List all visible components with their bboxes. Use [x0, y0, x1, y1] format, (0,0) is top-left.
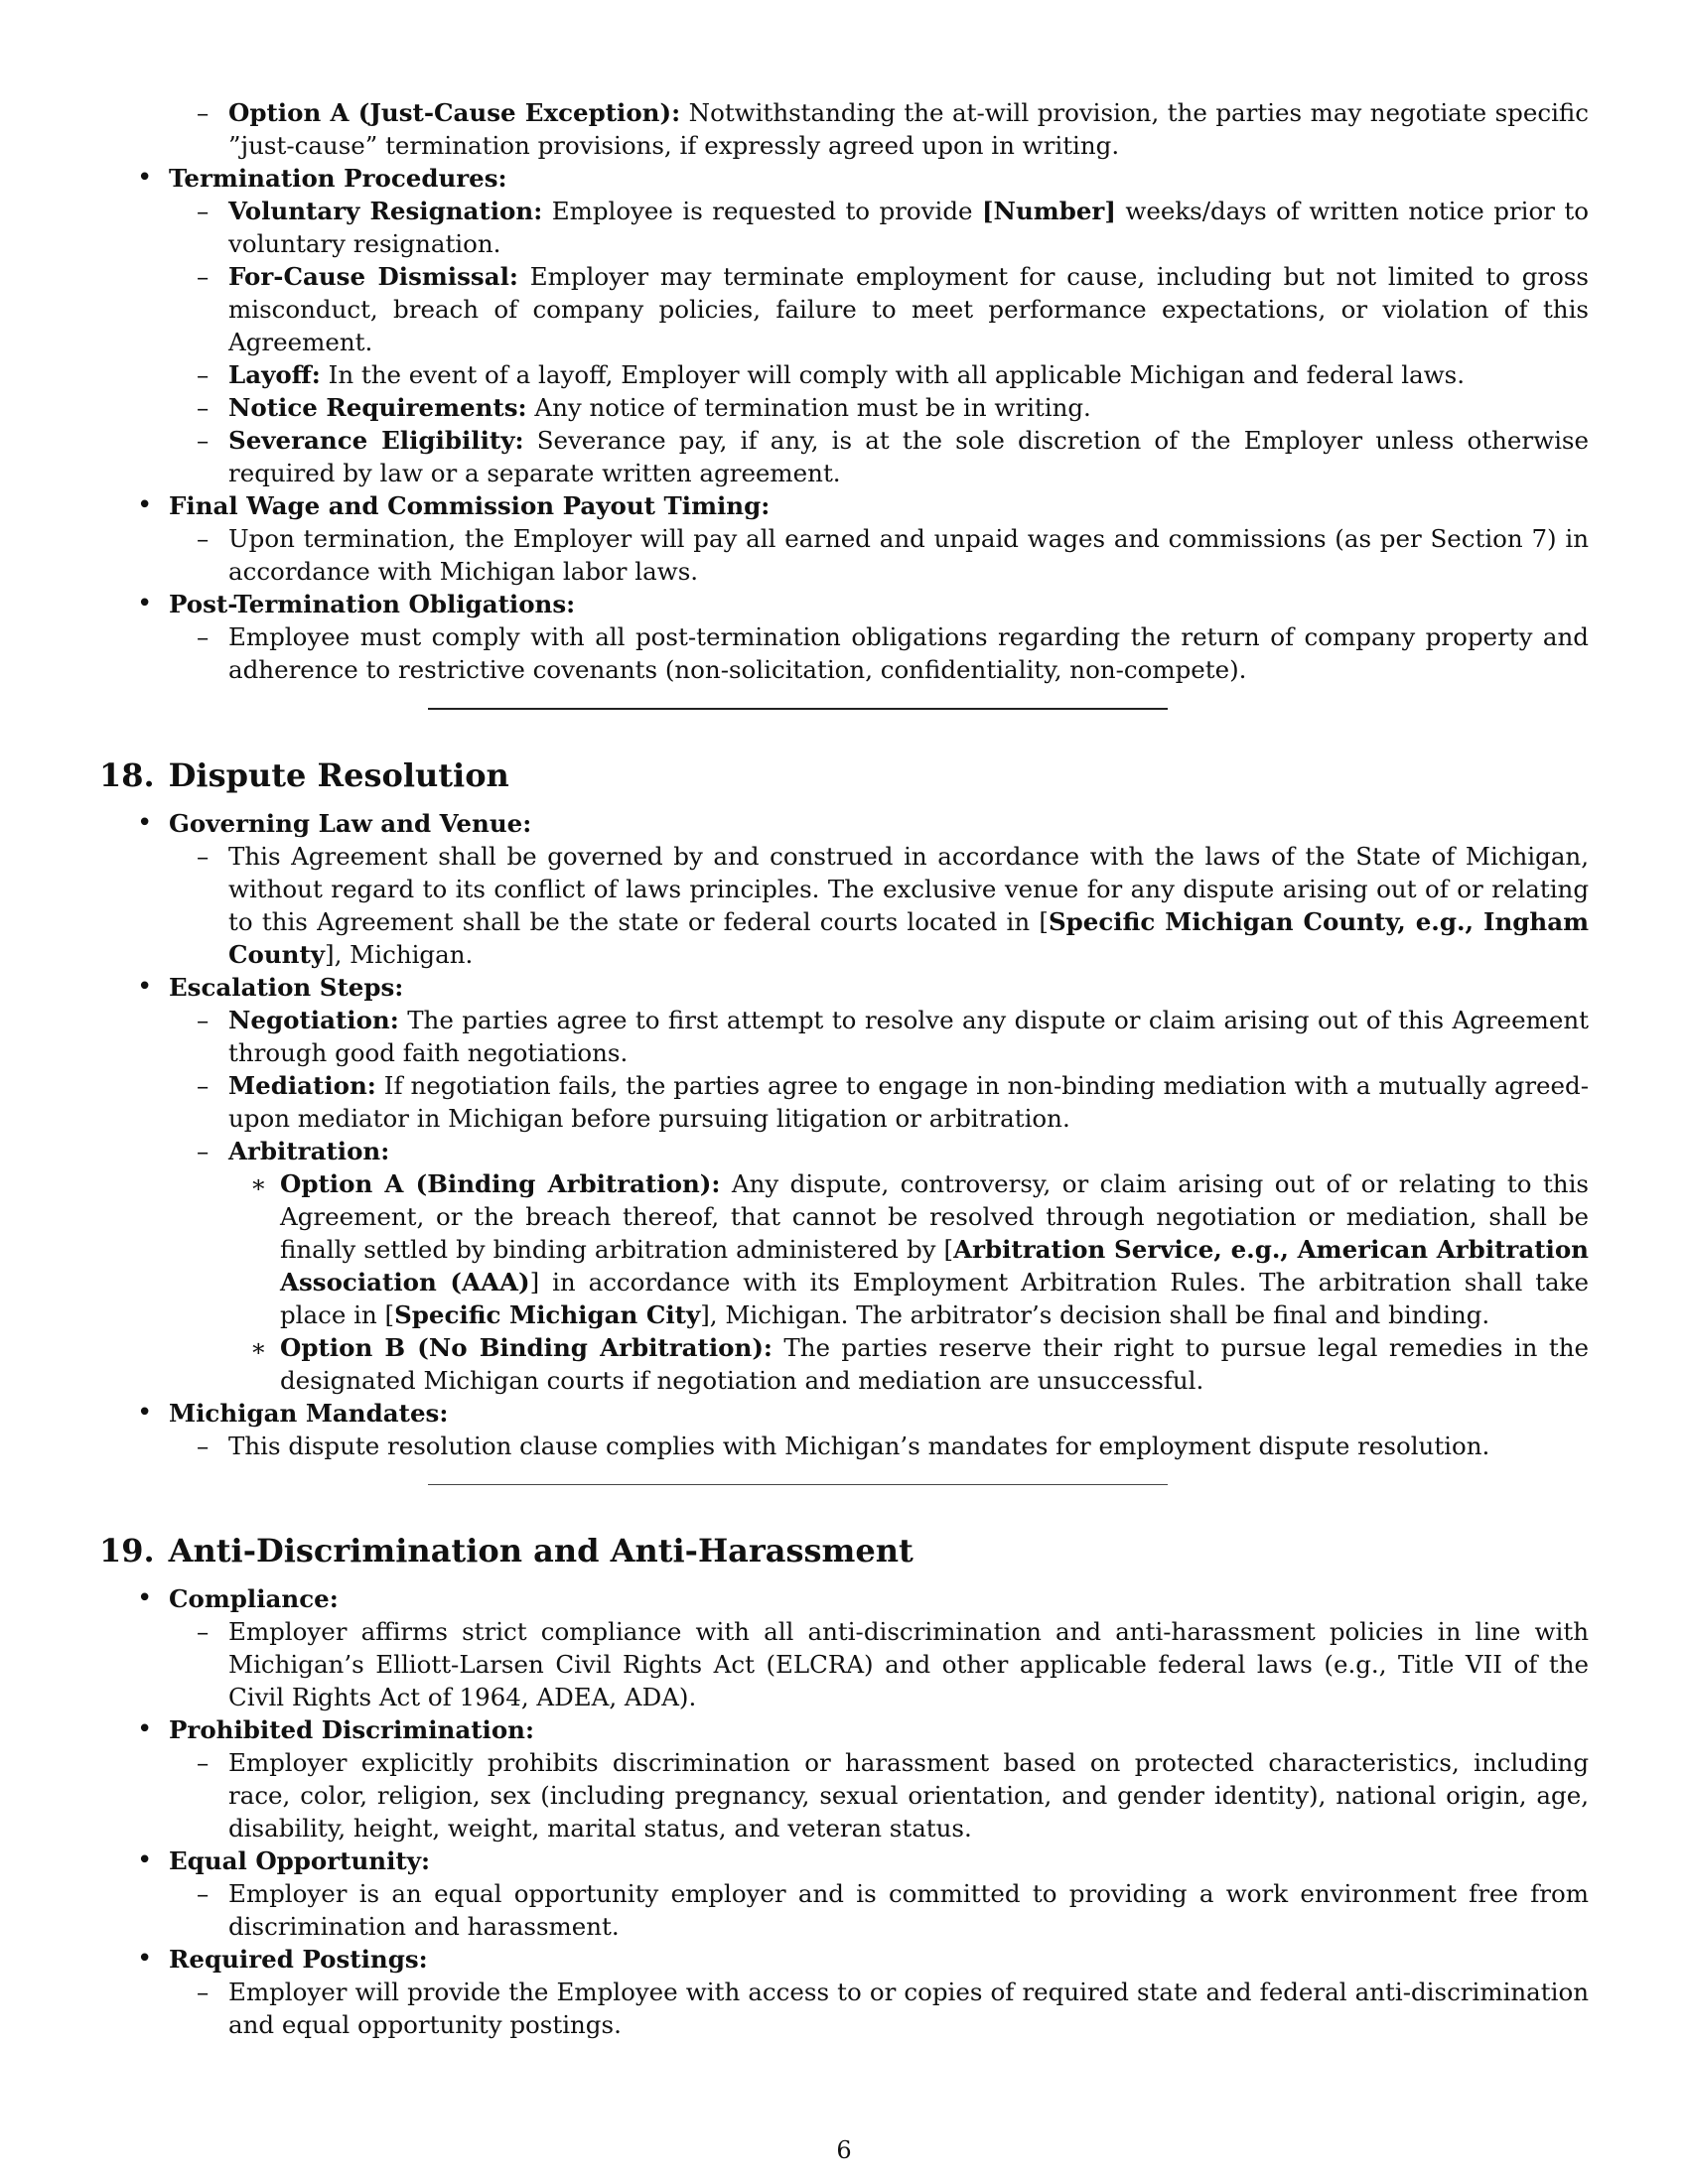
list-item	[169, 1069, 1589, 1135]
list-item	[169, 522, 1589, 588]
item-heading: Post-Termination Obligations:	[169, 590, 576, 618]
sub-list	[99, 1746, 1589, 1844]
list-item: – This Agreement shall be governed by and construed in accordance with the laws of the State of Michigan, without regard to its conflict of laws principles. The exclusive venue for any dispute arising out of or relating to this Agreement shall be the state or federal courts located in [Specific Michigan County, e.g., Ingham County], Michigan.	[169, 840, 1589, 971]
item-label: Notice Requirements:	[228, 393, 527, 422]
item-text: , Michigan.	[334, 940, 474, 969]
anti-discrimination-list	[99, 1582, 1589, 2041]
section-title: Anti-Discrimination and Anti-Harassment	[168, 1532, 914, 1570]
sub-list	[99, 840, 1589, 971]
list-item	[228, 1331, 1589, 1397]
list-item: ∗ Option A (Binding Arbitration): Any dispute, controversy, or claim arising out of or relating to this Agreement, or the breach thereof, that cannot be resolved through negotiation or mediation, shall be finally settled by binding arbitration administered by [Arbitration Service, e.g., American Arbitration Association (AAA)] in accordance with its Employment Arbitration Rules. The arbitration shall take place in [Specific Michigan City], Michigan. The arbitrator’s decision shall be final and binding.	[228, 1167, 1589, 1331]
dispute-list	[99, 807, 1589, 1462]
list-item	[169, 358, 1589, 391]
list-item	[169, 424, 1589, 489]
item-text: Severance pay, if any, is at the sole discretion of the Employer unless otherwise required by law or a separate written agreement.	[228, 426, 1589, 487]
item-text: Employer may terminate employment for cause, including but not limited to gross misconduct, breach of company policies, failure to meet performance expectations, or violation of this Agreement.	[228, 262, 1589, 356]
item-text: Employer affirms strict compliance with all anti-discrimination and anti-harassment policies in line with Michigan’s Elliott-Larsen Civil Rights Act (ELCRA) and other applicable federal laws (e.g., Title VII of the Civil Rights Act of 1964, ADEA, ADA).	[228, 1617, 1589, 1711]
item-label: Mediation:	[228, 1071, 376, 1100]
item-text: Notwithstanding the at-will provision, the parties may negotiate specific ”just-cause” termination provisions, if expressly agreed upon in writing.	[228, 98, 1589, 160]
item-text: This dispute resolution clause complies with Michigan’s mandates for employment dispute resolution.	[228, 1432, 1490, 1460]
continued-list	[99, 96, 1589, 162]
sub-list	[99, 1430, 1589, 1462]
item-text: Employer explicitly prohibits discrimination or harassment based on protected characteristics, including race, color, religion, sex (including pregnancy, sexual orientation, and gender identity), national origin, age, disability, height, weight, marital status, and veteran status.	[228, 1748, 1589, 1843]
section-title: Dispute Resolution	[168, 756, 509, 794]
section-divider	[428, 1484, 1168, 1485]
sub-list	[99, 522, 1589, 588]
list-item	[169, 391, 1589, 424]
page-content	[99, 96, 1589, 2041]
list-item	[169, 1976, 1589, 2041]
item-label: Voluntary Resignation:	[228, 197, 543, 225]
list-item	[169, 1004, 1589, 1069]
sub-list	[99, 620, 1589, 686]
list-item	[99, 1844, 1589, 1943]
sub-list	[99, 1877, 1589, 1943]
section-heading	[99, 1531, 1589, 1570]
list-item	[99, 807, 1589, 971]
list-item	[169, 195, 1589, 260]
placeholder-field: Arbitration Service, e.g., American Arbitration Association (AAA)	[280, 1235, 1589, 1297]
item-label: Option A (Binding Arbitration):	[280, 1169, 721, 1198]
list-item	[99, 489, 1589, 588]
item-heading: Termination Procedures:	[169, 164, 507, 193]
termination-list	[99, 162, 1589, 686]
item-heading: Compliance:	[169, 1584, 339, 1613]
item-text: in accordance with its Employment Arbitration Rules. The arbitration shall take place in	[280, 1268, 1590, 1329]
item-text: Employee is requested to provide	[551, 197, 982, 225]
item-heading: Escalation Steps:	[169, 973, 404, 1002]
list-item	[169, 620, 1589, 686]
list-item	[169, 96, 1589, 162]
list-item	[169, 1430, 1589, 1462]
section-divider	[428, 708, 1168, 710]
item-label: Option A (Just-Cause Exception):	[228, 98, 681, 127]
list-item	[169, 1135, 1589, 1397]
list-item	[169, 1877, 1589, 1943]
page-number: 6	[836, 2136, 852, 2164]
list-item	[99, 1582, 1589, 1713]
item-label: Layoff:	[228, 360, 321, 389]
item-text: weeks/days of written notice prior to voluntary resignation.	[228, 197, 1589, 258]
list-item	[99, 588, 1589, 686]
item-text: Any notice of termination must be in writing.	[534, 393, 1091, 422]
list-item	[169, 1746, 1589, 1844]
item-text: This Agreement shall be governed by and construed in accordance with the laws of the State of Michigan, without regard to its conflict of laws principles. The exclusive venue for any dispute arising out of or relating to this Agreement shall be the state or federal courts located in	[228, 842, 1589, 936]
list-item	[99, 162, 1589, 489]
item-text: , Michigan. The arbitrator’s decision shall be final and binding.	[709, 1300, 1490, 1329]
sub-list	[99, 1615, 1589, 1713]
item-label: Arbitration:	[228, 1137, 390, 1165]
section-number: 19.	[99, 1532, 155, 1570]
list-item	[169, 260, 1589, 358]
list-item	[99, 1397, 1589, 1462]
item-label: Option B (No Binding Arbitration):	[280, 1333, 773, 1362]
item-text: Upon termination, the Employer will pay all earned and unpaid wages and commissions (as per Section 7) in accordance with Michigan labor laws.	[228, 524, 1589, 586]
item-heading: Required Postings:	[169, 1945, 428, 1974]
list-item	[99, 1943, 1589, 2041]
placeholder-field: Specific Michigan County, e.g., Ingham County	[228, 907, 1589, 969]
item-text: If negotiation fails, the parties agree to engage in non-binding mediation with a mutually agreed-upon mediator in Michigan before pursuing litigation or arbitration.	[228, 1071, 1589, 1133]
item-text: Employer is an equal opportunity employer and is committed to providing a work environment free from discrimination and harassment.	[228, 1879, 1589, 1941]
item-text: The parties reserve their right to pursue legal remedies in the designated Michigan courts if negotiation and mediation are unsuccessful.	[280, 1333, 1589, 1395]
item-heading: Final Wage and Commission Payout Timing:	[169, 491, 771, 520]
item-label: For-Cause Dismissal:	[228, 262, 518, 291]
item-heading: Equal Opportunity:	[169, 1846, 431, 1875]
section-number: 18.	[99, 756, 155, 794]
item-heading: Prohibited Discrimination:	[169, 1715, 535, 1744]
item-heading: Governing Law and Venue:	[169, 809, 532, 838]
item-heading: Michigan Mandates:	[169, 1399, 449, 1428]
sub-list	[99, 1976, 1589, 2041]
sub-list	[99, 1004, 1589, 1397]
item-text: Employer will provide the Employee with access to or copies of required state and federal anti-discrimination and equal opportunity postings.	[228, 1978, 1589, 2039]
item-text: Any dispute, controversy, or claim arising out of or relating to this Agreement, or the breach thereof, that cannot be resolved through negotiation or mediation, shall be finally settled by binding arbitration administered by	[280, 1169, 1589, 1264]
item-label: Severance Eligibility:	[228, 426, 524, 455]
section-heading	[99, 755, 1589, 795]
item-text: In the event of a layoff, Employer will comply with all applicable Michigan and federal laws.	[328, 360, 1466, 389]
placeholder-field: Specific Michigan City	[394, 1300, 701, 1329]
sub-list	[99, 195, 1589, 489]
placeholder-field: [Number]	[981, 197, 1116, 225]
list-item	[99, 971, 1589, 1397]
list-item	[169, 1615, 1589, 1713]
list-item	[99, 1713, 1589, 1844]
item-text: The parties agree to first attempt to resolve any dispute or claim arising out of this Agreement through good faith negotiations.	[228, 1006, 1589, 1067]
item-text: Employee must comply with all post-termination obligations regarding the return of company property and adherence to restrictive covenants (non-solicitation, confidentiality, non-compete).	[228, 622, 1589, 684]
item-label: Negotiation:	[228, 1006, 399, 1034]
sub-sub-list	[228, 1167, 1589, 1397]
